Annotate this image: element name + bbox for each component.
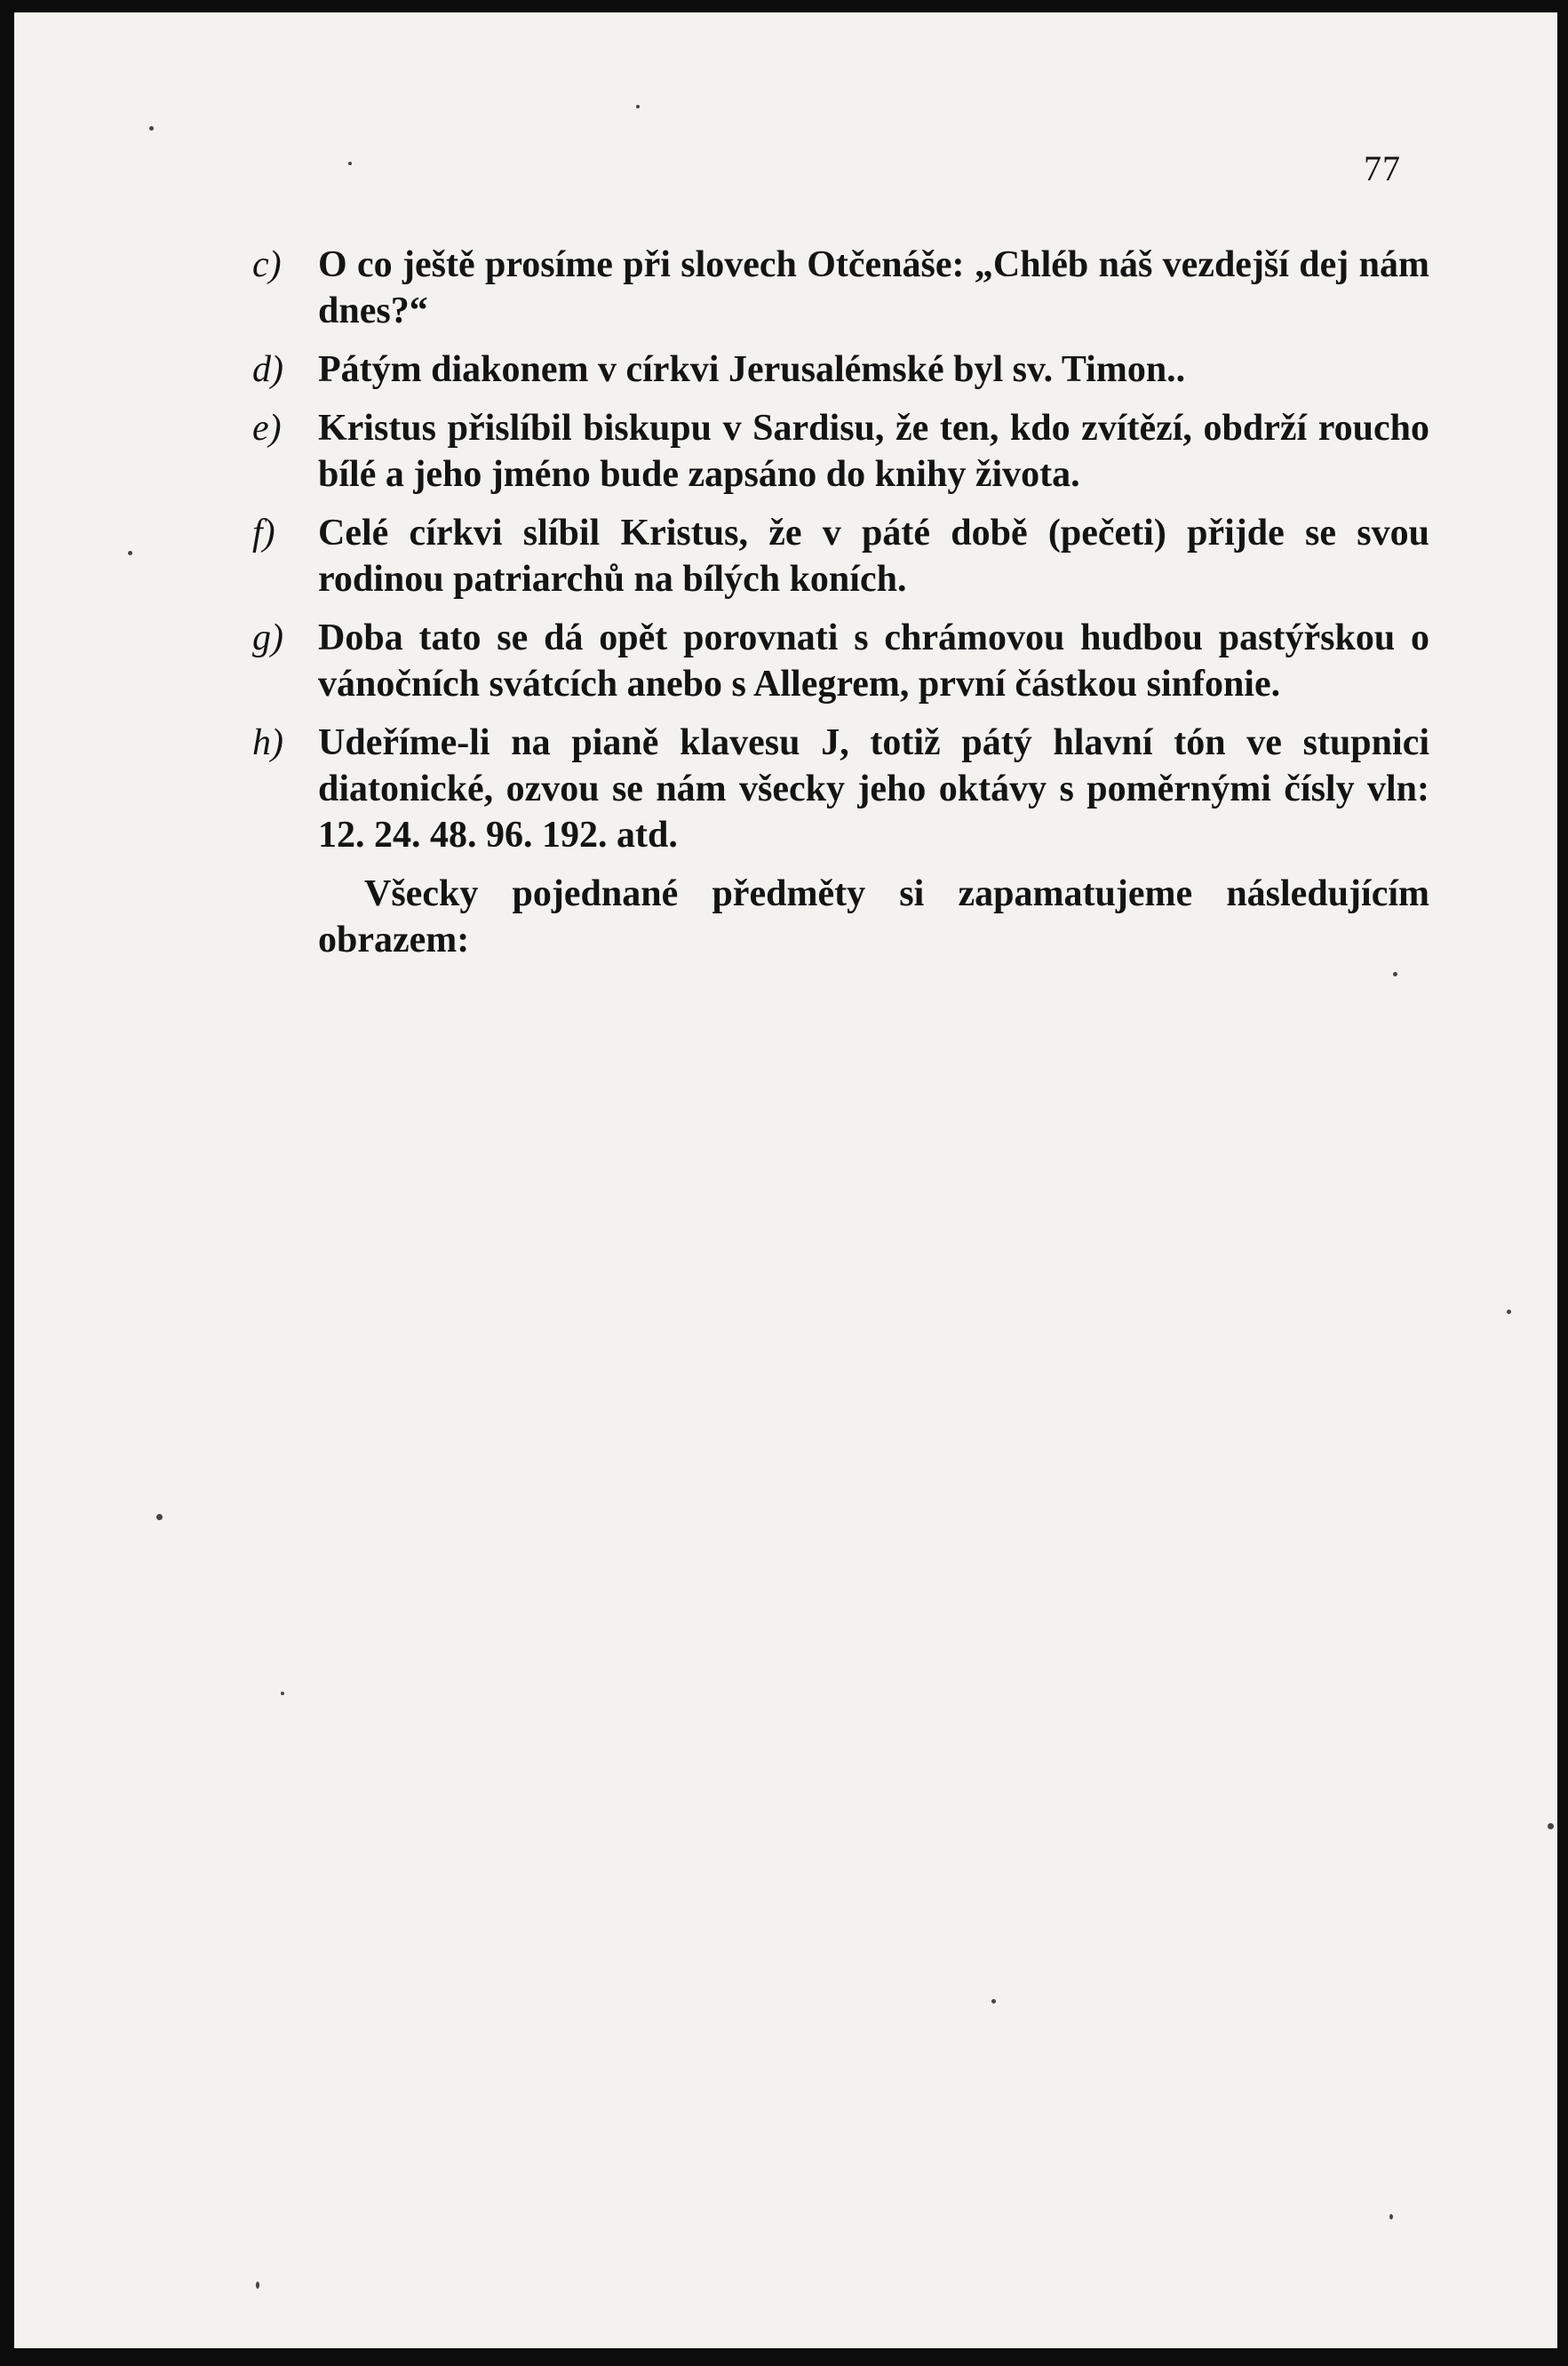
scan-speck: [1393, 972, 1397, 976]
scan-speck: [1548, 1823, 1554, 1829]
item-text: O co ještě prosíme při slovech Otčenáše: „Chléb náš vezdejší dej nám dnes?“: [318, 244, 1429, 331]
item-marker: g): [252, 617, 283, 658]
scan-speck: [149, 126, 154, 131]
scan-speck: [128, 551, 132, 555]
question-item-f: [252, 510, 1429, 602]
scan-speck: [636, 105, 640, 108]
page-number: 77: [1364, 148, 1401, 188]
item-marker: f): [252, 513, 275, 554]
item-marker: h): [252, 722, 283, 763]
scan-speck: [1389, 2214, 1393, 2219]
item-marker: e): [252, 408, 282, 449]
item-text: Udeříme-li na pianě klavesu J, totiž pátý hlavní tón ve stupnici diatonické, ozvou se nám všecky jeho oktávy s poměrnými čísly vln: 12. 24. 48. 96. 192. atd.: [318, 722, 1429, 856]
item-marker: d): [252, 349, 283, 390]
scan-speck: [156, 1514, 163, 1520]
question-item-g: [252, 615, 1429, 707]
question-item-c: [252, 242, 1429, 334]
item-text: Kristus přislíbil biskupu v Sardisu, že ten, kdo zvítězí, obdrží roucho bílé a jeho jméno bude zapsáno do knihy života.: [318, 408, 1429, 495]
question-item-d: [252, 347, 1429, 393]
scan-speck: [256, 2282, 259, 2289]
question-item-h: [252, 720, 1429, 858]
body-text: [252, 242, 1429, 1000]
scan-speck: [281, 1692, 284, 1695]
item-text: Pátým diakonem v církvi Jerusalémské byl sv. Timon..: [318, 349, 1186, 390]
scan-speck: [1507, 1310, 1511, 1314]
scan-speck: [348, 162, 352, 165]
item-marker: c): [252, 244, 282, 285]
scan-speck: [991, 1999, 996, 2004]
item-text: Doba tato se dá opět porovnati s chrámovou hudbou pastýřskou o vánočních svátcích anebo s Allegrem, první částkou sinfonie.: [318, 617, 1429, 705]
item-text: Celé církvi slíbil Kristus, že v páté době (pečeti) přijde se svou rodinou patriarchů na bílých koních.: [318, 513, 1429, 600]
closing-paragraph: Všecky pojednané předměty si zapamatujeme následujícím obrazem:: [318, 873, 1429, 960]
question-item-e: [252, 405, 1429, 498]
